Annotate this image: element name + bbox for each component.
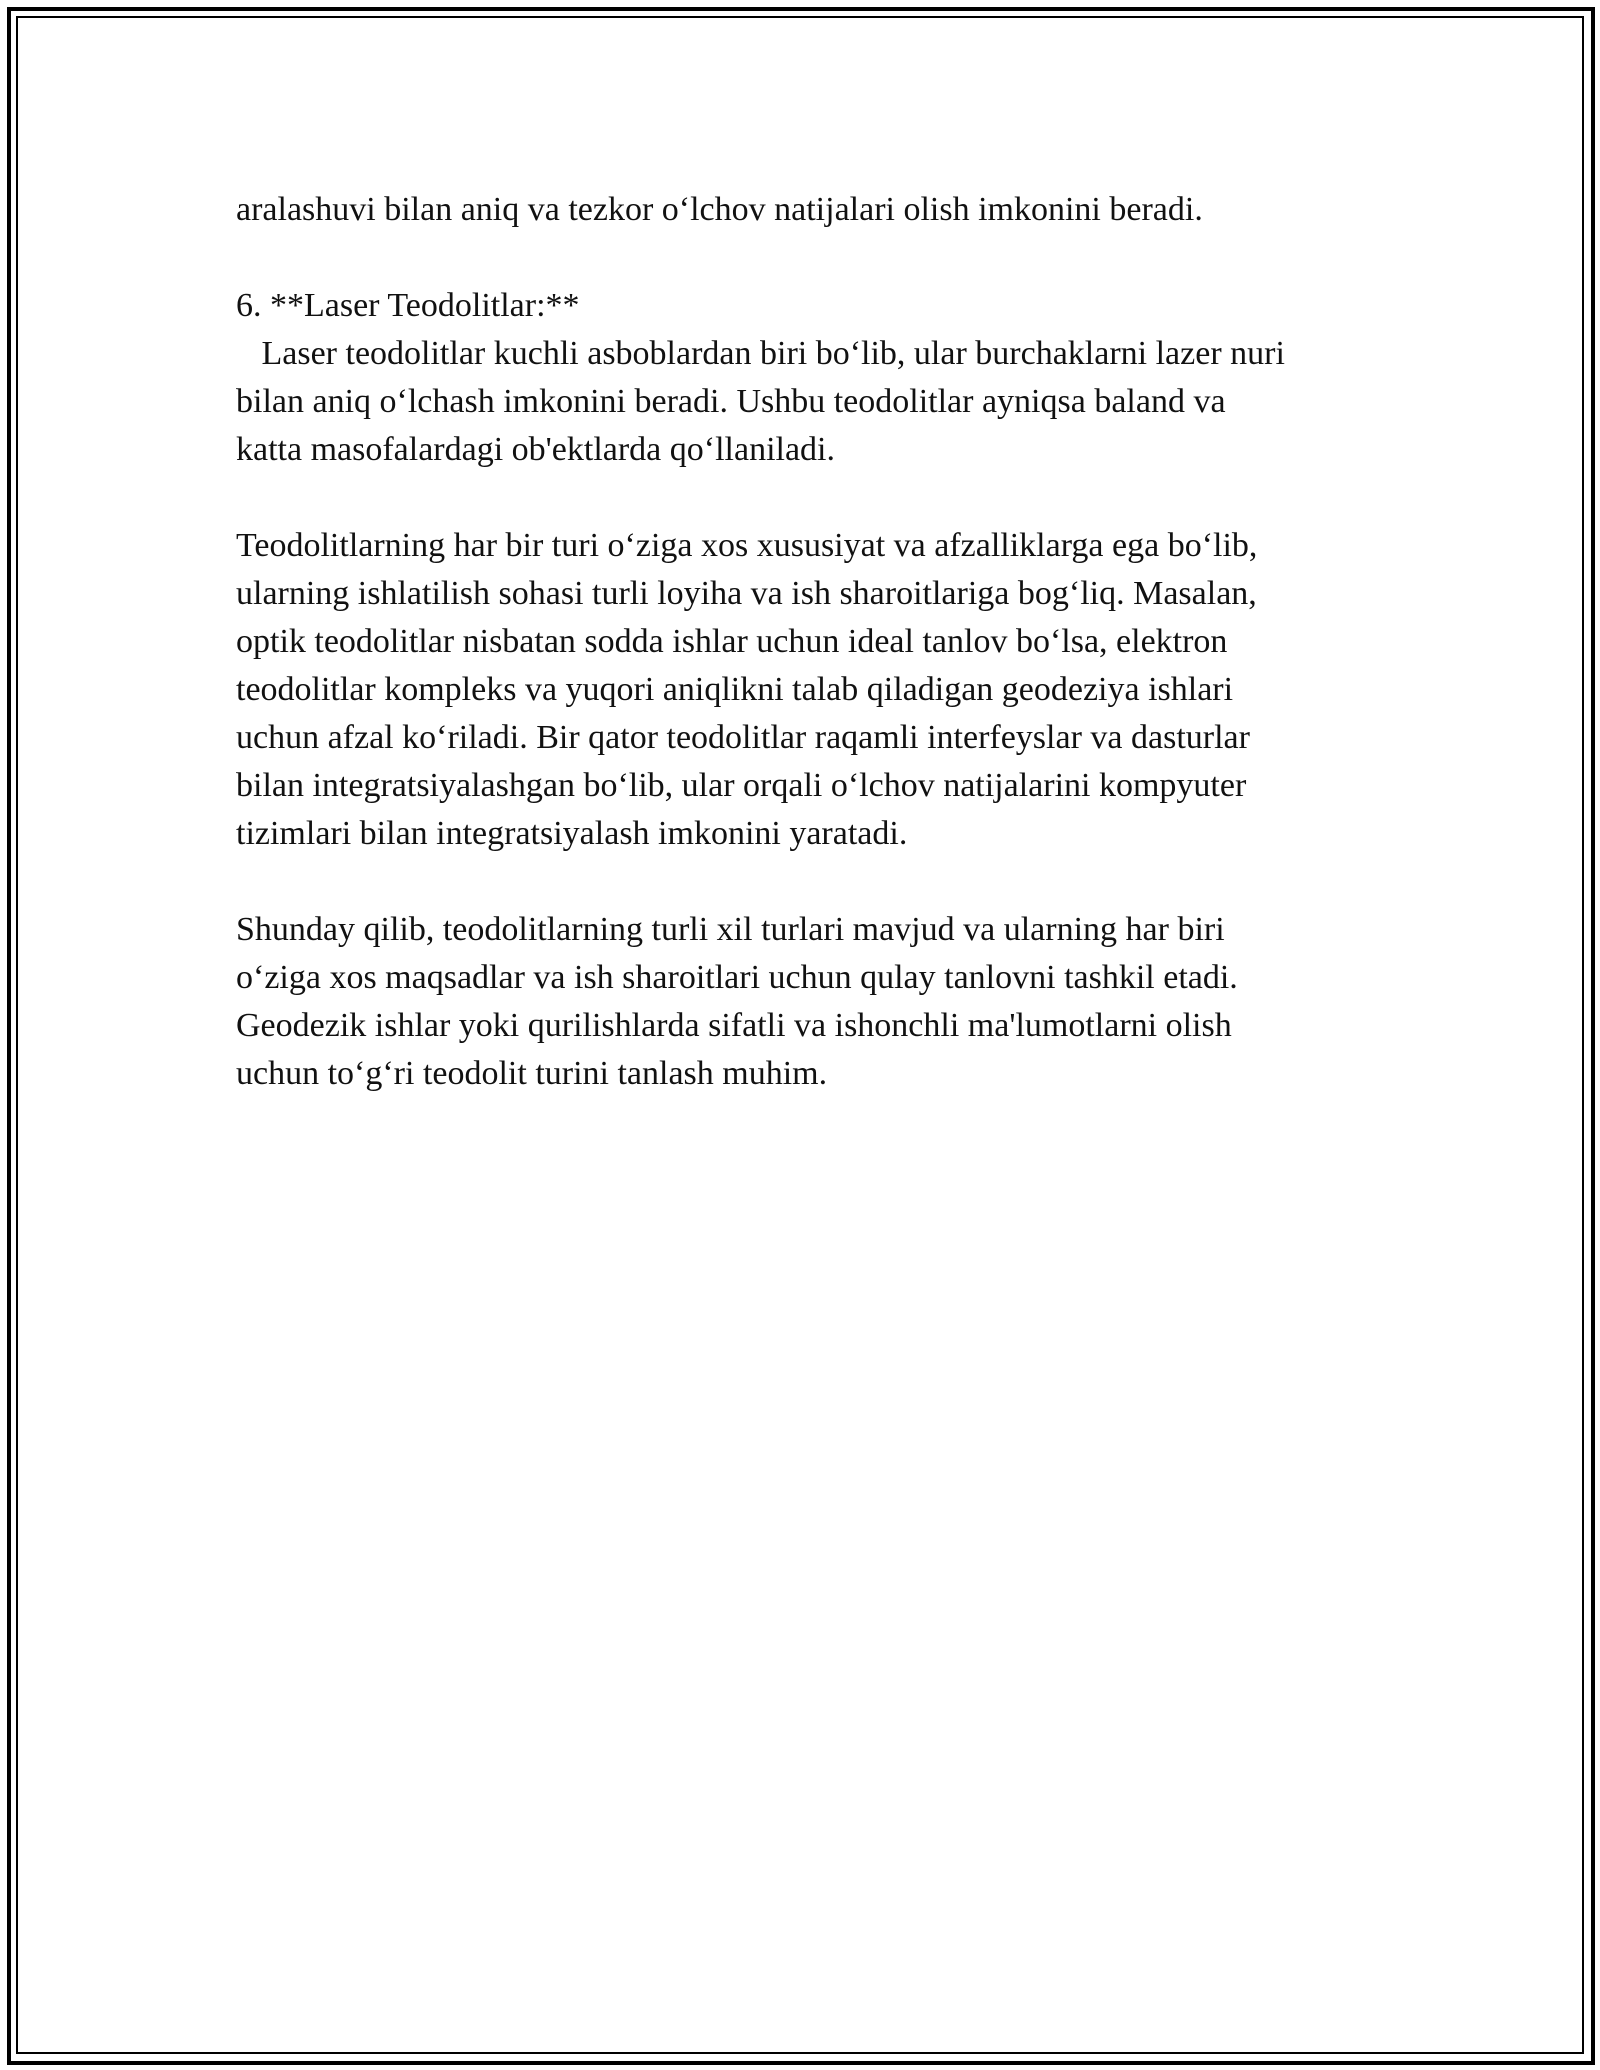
paragraph-gap (236, 234, 1416, 282)
text-line: tizimlari bilan integratsiyalash imkonini yaratadi. (236, 815, 908, 852)
text-line: o‘ziga xos maqsadlar va ish sharoitlari uchun qulay tanlovni tashkil etadi. (236, 959, 1238, 996)
text-line: Shunday qilib, teodolitlarning turli xil turlari mavjud va ularning har biri (236, 911, 1225, 948)
paragraph-gap (236, 858, 1416, 906)
text-line: katta masofalardagi ob'ektlarda qo‘llaniladi. (236, 431, 836, 468)
text-line: ularning ishlatilish sohasi turli loyiha va ish sharoitlariga bog‘liq. Masalan, (236, 575, 1257, 612)
section-heading: 6. **Laser Teodolitlar:** (236, 287, 580, 324)
text-line: uchun to‘g‘ri teodolit turini tanlash muhim. (236, 1055, 828, 1092)
text-line: uchun afzal ko‘riladi. Bir qator teodolitlar raqamli interfeyslar va dasturlar (236, 719, 1250, 756)
paragraph-conclusion (236, 906, 1416, 1098)
section-laser-teodolitlar (236, 282, 1416, 474)
text-line: optik teodolitlar nisbatan sodda ishlar uchun ideal tanlov bo‘lsa, elektron (236, 623, 1228, 660)
text-line: bilan aniq o‘lchash imkonini beradi. Ushbu teodolitlar ayniqsa baland va (236, 383, 1226, 420)
text-line: bilan integratsiyalashgan bo‘lib, ular orqali o‘lchov natijalarini kompyuter (236, 767, 1247, 804)
paragraph-gap (236, 474, 1416, 522)
paragraph-teodolit-types (236, 522, 1416, 858)
text-line: aralashuvi bilan aniq va tezkor o‘lchov natijalari olish imkonini beradi. (236, 191, 1203, 228)
document-body (236, 186, 1416, 1098)
paragraph-continuation (236, 186, 1416, 234)
text-line: Geodezik ishlar yoki qurilishlarda sifatli va ishonchli ma'lumotlarni olish (236, 1007, 1232, 1044)
text-line: Teodolitlarning har bir turi o‘ziga xos xususiyat va afzalliklarga ega bo‘lib, (236, 527, 1258, 564)
text-line: teodolitlar kompleks va yuqori aniqlikni talab qiladigan geodeziya ishlari (236, 671, 1234, 708)
text-line: Laser teodolitlar kuchli asboblardan biri bo‘lib, ular burchaklarni lazer nuri (236, 335, 1285, 372)
